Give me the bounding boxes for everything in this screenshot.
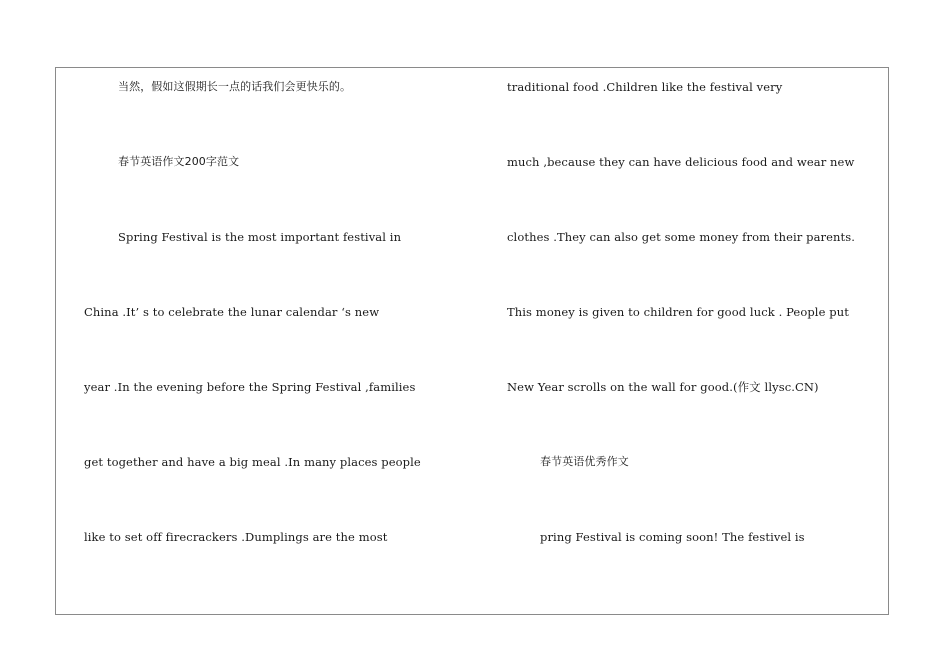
paragraph-line: like to set off firecrackers .Dumplings are the most (84, 530, 388, 544)
paragraph-line: 当然，假如这假期长一点的话我们会更快乐的。 (118, 80, 352, 93)
paragraph-line: year .In the evening before the Spring Festival ,families (84, 380, 416, 394)
paragraph-line: New Year scrolls on the wall for good.(作文 llysc.CN) (507, 380, 819, 394)
essay-heading: 春节英语作文200字范文 (118, 155, 240, 168)
paragraph-line: traditional food .Children like the festival very (507, 80, 783, 94)
paragraph-line: Spring Festival is the most important festival in (118, 230, 402, 244)
paragraph-line: pring Festival is coming soon! The festivel is (540, 530, 805, 544)
essay-heading: 春节英语优秀作文 (540, 455, 629, 468)
paragraph-line: This money is given to children for good luck . People put (507, 305, 849, 319)
paragraph-line: clothes .They can also get some money from their parents. (507, 230, 856, 244)
paragraph-line: get together and have a big meal .In many places people (84, 455, 421, 469)
paragraph-line: much ,because they can have delicious food and wear new (507, 155, 855, 169)
paragraph-line: China .It’ s to celebrate the lunar calendar ‘s new (84, 305, 380, 319)
